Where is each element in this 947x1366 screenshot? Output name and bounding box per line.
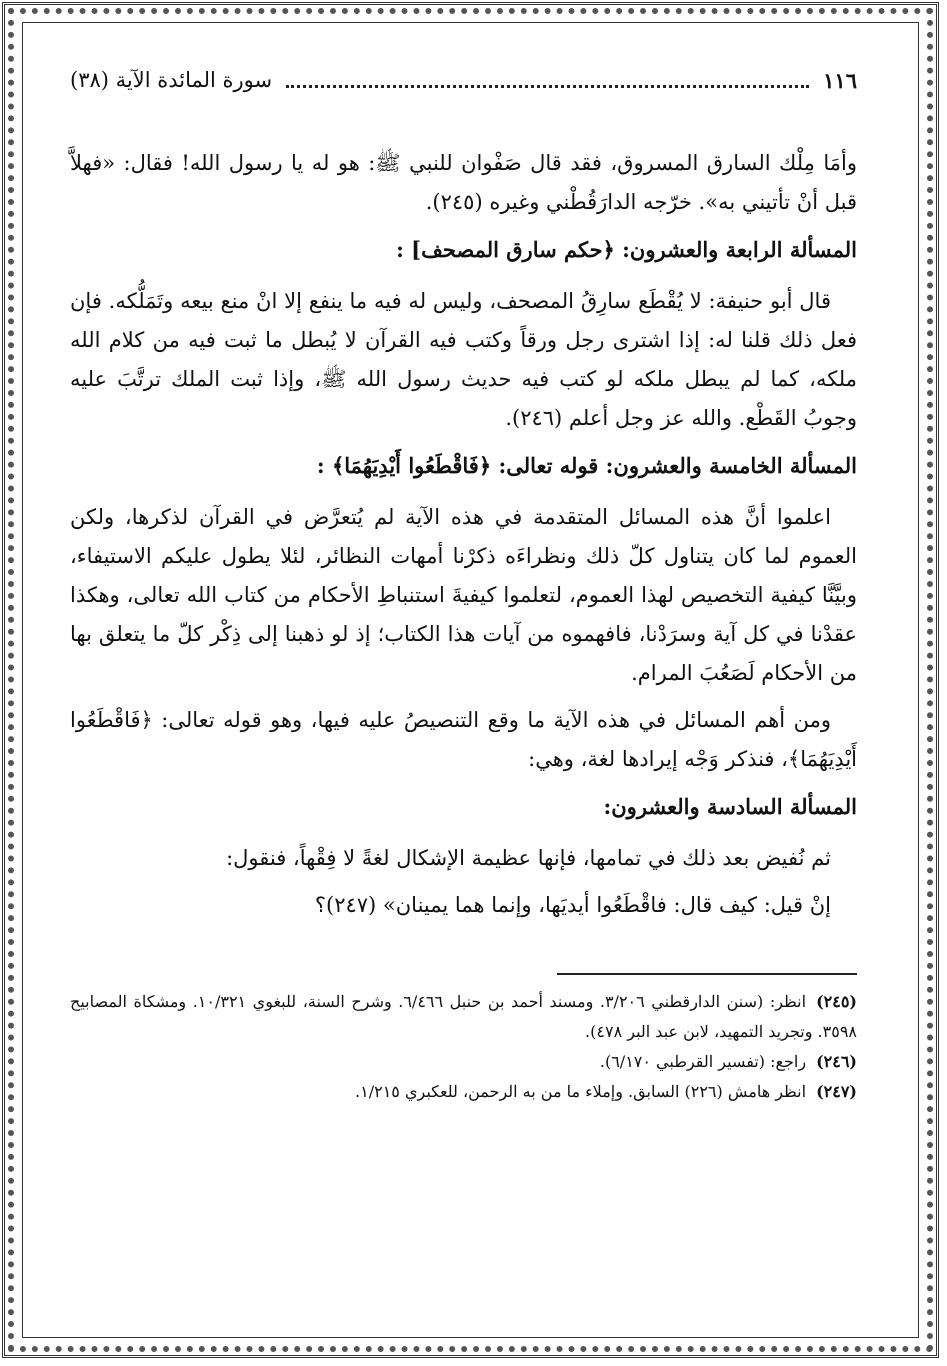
paragraph-2: قال أبو حنيفة: لا يُقْطَع سارِقُ المصحف، وليس له فيه ما ينفع إلا انْ منع بيعه وتَمَلُّكه. فإن فعل ذلك قلنا له: إذا اشترى رجل ورقاً وكتب فيه القرآن لا يُبطل ما ثبت فيه من كلام الله ملكه، كما لم يبطل ملكه لو كتب فيه حديث رسول الله ﷺ، وإذا ثبت الملك ترتَّبَ عليه وجوبُ القَطْع. والله عز وجل أعلم (٢٤٦). (70, 289, 857, 430)
section-heading-26: المسألة السادسة والعشرون: (603, 794, 857, 819)
footnote-text: انظر هامش (٢٢٦) السابق. وإملاء ما من به الرحمن، للعكبري ١/٢١٥. (355, 1082, 807, 1101)
footnote-text: انظر: (سنن الدارقطني ٣/٢٠٦. ومسند أحمد بن حنبل ٦/٤٦٦. وشرح السنة، للبغوي ١٠/٣٢١. ومشكاة المصابيح ٣٥٩٨. وتجريد التمهيد، لابن عبد البر ٤٧٨). (70, 992, 857, 1041)
footnote-245 (70, 987, 857, 1047)
footnote-separator (557, 973, 857, 975)
section-heading-25: المسألة الخامسة والعشرون: قوله تعالى: ﴿فَاقْطَعُوا أَيْدِيَهُمَا﴾ : (316, 453, 857, 478)
paragraph-1: وأمَا مِلْك السارق المسروق، فقد قال صَفْوان للنبي ﷺ: هو له يا رسول الله! فقال: «فهلاَّ قبل أنْ تأتيني به». خرّجه الدارَقُطْني وغيره (٢٤٥). (70, 151, 857, 214)
section-heading-24: المسألة الرابعة والعشرون: ﴿حكم سارق المصحف] : (396, 237, 857, 262)
paragraph-5: ثم نُفيض بعد ذلك في تمامها، فإنها عظيمة الإشكال لغةً لا فِقْهاً، فنقول: (226, 846, 831, 870)
paragraph-4: ومن أهم المسائل في هذه الآية ما وقع التنصيصُ عليه فيها، وهو قوله تعالى: ﴿فَاقْطَعُوا أَيْدِيَهُمَا﴾، فنذكر وَجْه إيرادها لغة، وهي: (70, 708, 857, 771)
footnote-number: (٢٤٧) (816, 1082, 857, 1101)
page-content (70, 60, 857, 1306)
running-header (70, 60, 857, 100)
footnote-246 (70, 1047, 857, 1077)
header-dot-leader (286, 85, 809, 88)
footnote-number: (٢٤٥) (816, 992, 857, 1011)
footnote-text: راجع: (تفسير القرطبي ٦/١٧٠). (599, 1052, 807, 1071)
footnote-247 (70, 1077, 857, 1107)
running-title: سورة المائدة الآية (٣٨) (70, 68, 273, 92)
paragraph-6: إنْ قيل: كيف قال: فاقْطَعُوا أيديَها، وإنما هما يمينان» (٢٤٧)؟ (314, 893, 831, 917)
paragraph-3: اعلموا أنَّ هذه المسائل المتقدمة في هذه الآية لم يُتعرَّض في القرآن لذكرها، ولكن العموم لما كان يتناول كلّ ذلك ونظراءَه ذكرْنا أمهات النظائر، لئلا يطول عليكم الاستيفاء، وبيَّنَّا كيفية التخصيص لهذا العموم، لتعلموا كيفيةَ استنباطِ الأحكام من كتاب الله تعالى، وهكذا عقدْنا في كل آية وسرَدْنا، فافهموه من آيات هذا الكتاب؛ إذ لو ذهبنا إلى ذِكْر كلّ ما يتعلق بها من الأحكام لَصَعُبَ المرام. (70, 505, 857, 685)
footnote-number: (٢٤٦) (816, 1052, 857, 1071)
page-number: ١١٦ (823, 67, 857, 93)
